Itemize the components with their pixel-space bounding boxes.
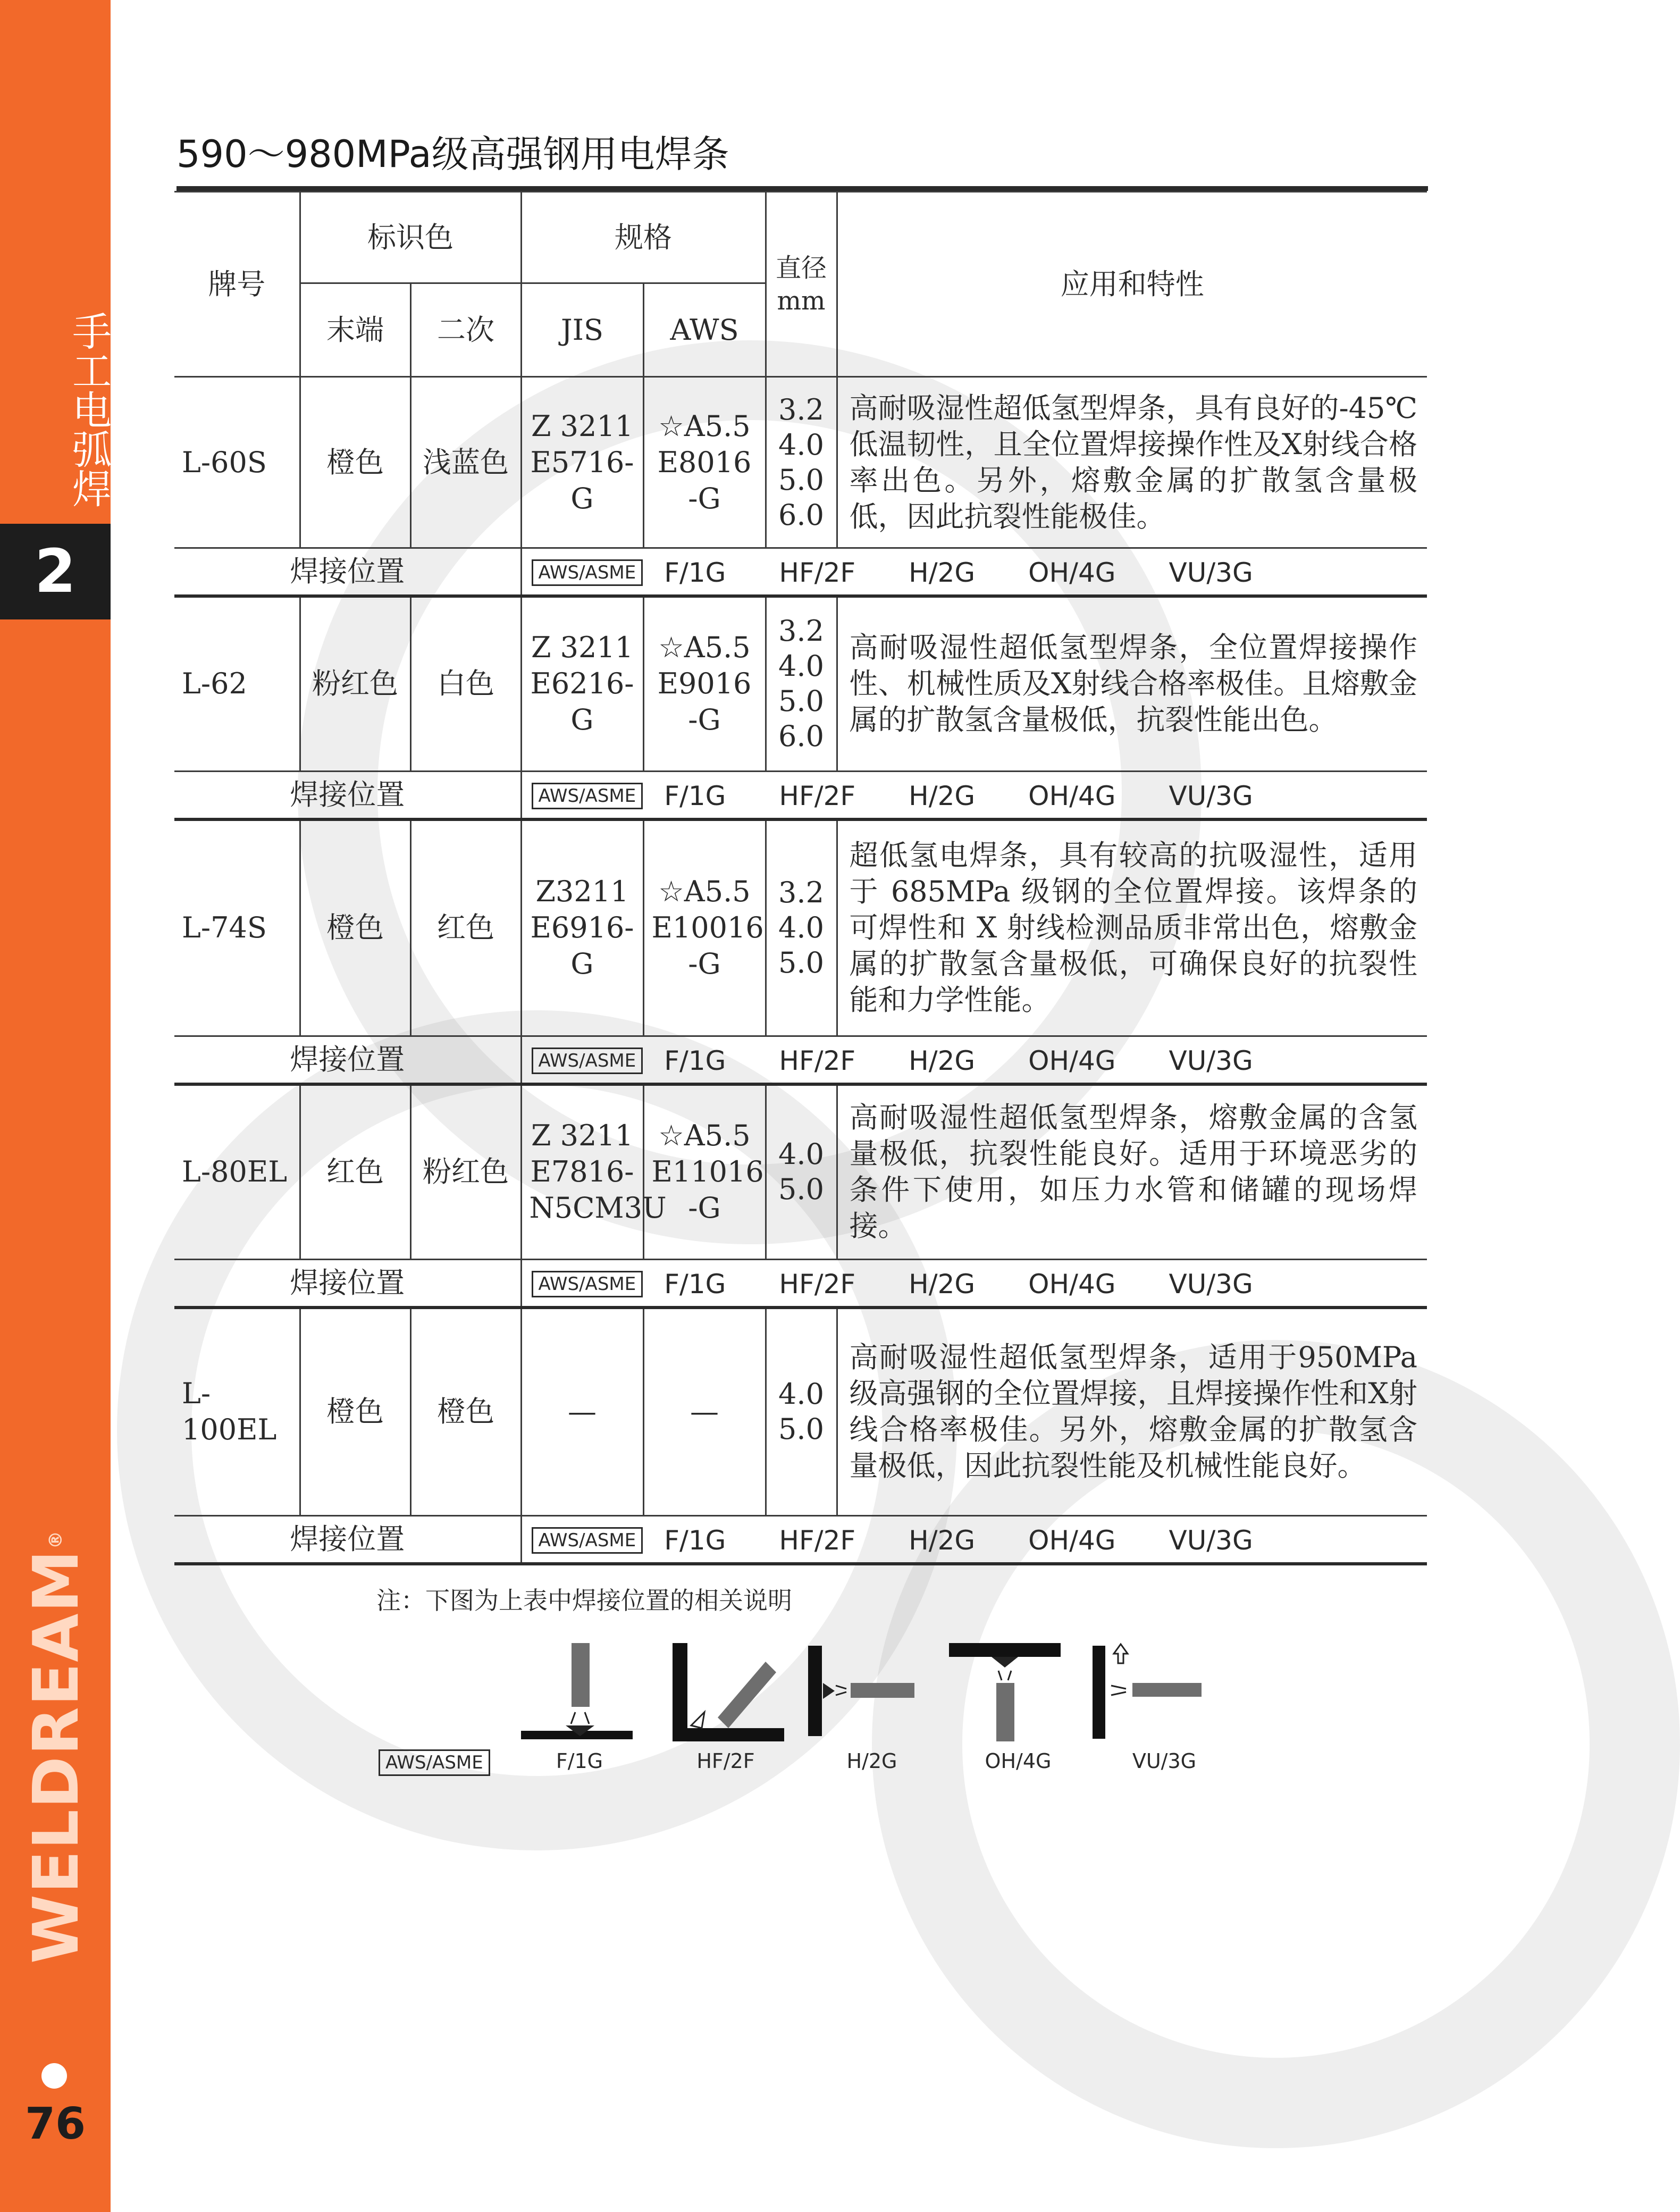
position-label: 焊接位置 bbox=[174, 1036, 521, 1084]
header-spec: 规格 bbox=[521, 192, 766, 283]
application-description: 超低氢电焊条，具有较高的抗吸湿性，适用于 685MPa 级钢的全位置焊接。该焊条的可焊性和 X 射线检测品质非常出色，熔敷金属的扩散氢含量极低，可确保良好的抗裂性能和力学性能。 bbox=[837, 819, 1427, 1036]
diameter-list bbox=[766, 1084, 837, 1260]
position-f1g: F/1G bbox=[664, 1045, 726, 1076]
diameter-value: 4.0 bbox=[778, 649, 824, 683]
aws-spec: ☆A5.5 E10016 -G bbox=[643, 819, 766, 1036]
aws-asme-badge: AWS/ASME bbox=[532, 1271, 643, 1297]
position-f1g: F/1G bbox=[664, 1268, 726, 1300]
application-description: 高耐吸湿性超低氢型焊条，具有良好的-45℃低温韧性，且全位置焊接操作性及X射线合格率出色。另外，熔敷金属的扩散氢含量极低，因此抗裂性能极佳。 bbox=[837, 377, 1427, 548]
diameter-list bbox=[766, 596, 837, 772]
aws-asme-badge: AWS/ASME bbox=[532, 559, 643, 586]
color-end: 橙色 bbox=[300, 1308, 410, 1516]
position-vu3g: VU/3G bbox=[1169, 780, 1253, 811]
position-h2g: H/2G bbox=[909, 1268, 976, 1300]
position-f1g: F/1G bbox=[664, 780, 726, 811]
electrode-name: L-80EL bbox=[174, 1084, 300, 1260]
diameter-value: 5.0 bbox=[778, 1412, 824, 1446]
color-second: 红色 bbox=[410, 819, 521, 1036]
diameter-value: 4.0 bbox=[778, 1137, 824, 1171]
table-note: 注：下图为上表中焊接位置的相关说明 bbox=[376, 1586, 792, 1615]
header-application: 应用和特性 bbox=[837, 192, 1427, 377]
welding-position-row bbox=[174, 772, 1427, 819]
color-end: 红色 bbox=[300, 1084, 410, 1260]
page-number: 76 bbox=[24, 2099, 86, 2149]
chapter-number: 2 bbox=[0, 524, 111, 619]
diameter-value: 4.0 bbox=[778, 1377, 824, 1411]
diameter-value: 4.0 bbox=[778, 911, 824, 945]
position-oh4g: OH/4G bbox=[1028, 780, 1116, 811]
header-row bbox=[174, 192, 1427, 283]
aws-spec: ☆A5.5 E8016 -G bbox=[643, 377, 766, 548]
diagram-label-vu3g: VU/3G bbox=[1132, 1749, 1197, 1773]
header-color-end: 末端 bbox=[300, 283, 410, 377]
position-list bbox=[521, 1516, 1427, 1564]
color-second: 白色 bbox=[410, 596, 521, 772]
application-description: 高耐吸湿性超低氢型焊条，适用于950MPa级高强钢的全位置焊接，且焊接操作性和X射线合格率极佳。另外，熔敷金属的扩散氢含量极低，因此抗裂性能及机械性能良好。 bbox=[837, 1308, 1427, 1516]
position-oh4g: OH/4G bbox=[1028, 1045, 1116, 1076]
diagram-aws-asme-badge: AWS/ASME bbox=[379, 1749, 490, 1776]
color-second: 粉红色 bbox=[410, 1084, 521, 1260]
welding-position-row bbox=[174, 1260, 1427, 1308]
color-second: 橙色 bbox=[410, 1308, 521, 1516]
position-label: 焊接位置 bbox=[174, 772, 521, 819]
diameter-value: 5.0 bbox=[778, 946, 824, 980]
position-h2g: H/2G bbox=[909, 1524, 976, 1556]
position-vu3g: VU/3G bbox=[1169, 1045, 1253, 1076]
jis-spec: Z 3211 E6216-G bbox=[521, 596, 643, 772]
position-h2g: H/2G bbox=[909, 780, 976, 811]
diameter-value: 3.2 bbox=[778, 614, 824, 648]
page-dot bbox=[41, 2063, 67, 2089]
position-label: 焊接位置 bbox=[174, 1260, 521, 1308]
table-row bbox=[174, 819, 1427, 1036]
position-f1g: F/1G bbox=[664, 557, 726, 588]
position-oh4g: OH/4G bbox=[1028, 1524, 1116, 1556]
header-jis: JIS bbox=[521, 283, 643, 377]
welding-position-diagram bbox=[510, 1632, 1223, 1749]
diagram-hf2f-icon bbox=[673, 1643, 784, 1741]
electrode-table bbox=[174, 191, 1427, 1565]
diameter-value: 5.0 bbox=[778, 1172, 824, 1206]
jis-spec: — bbox=[521, 1308, 643, 1516]
electrode-name: L-62 bbox=[174, 596, 300, 772]
position-list bbox=[521, 1036, 1427, 1084]
header-color: 标识色 bbox=[300, 192, 521, 283]
table-row bbox=[174, 377, 1427, 548]
brand-logo: WELDREAM® bbox=[19, 1529, 93, 1964]
header-color-second: 二次 bbox=[410, 283, 521, 377]
table-row bbox=[174, 1308, 1427, 1516]
chapter-sidebar bbox=[0, 0, 111, 2212]
welding-position-row bbox=[174, 548, 1427, 596]
header-aws: AWS bbox=[643, 283, 766, 377]
position-h2g: H/2G bbox=[909, 1045, 976, 1076]
diameter-list bbox=[766, 1308, 837, 1516]
color-end: 粉红色 bbox=[300, 596, 410, 772]
application-description: 高耐吸湿性超低氢型焊条，熔敷金属的含氢量极低，抗裂性能良好。适用于环境恶劣的条件下使用，如压力水管和储罐的现场焊接。 bbox=[837, 1084, 1427, 1260]
jis-spec: Z 3211 E7816- N5CM3U bbox=[521, 1084, 643, 1260]
aws-spec: — bbox=[643, 1308, 766, 1516]
diameter-list bbox=[766, 377, 837, 548]
position-hf2f: HF/2F bbox=[779, 1045, 856, 1076]
aws-asme-badge: AWS/ASME bbox=[532, 1048, 643, 1074]
diameter-value: 3.2 bbox=[778, 392, 824, 426]
diagram-h2g-icon bbox=[808, 1646, 914, 1736]
table-row bbox=[174, 1084, 1427, 1260]
chapter-title: 手工电弧焊 bbox=[66, 311, 112, 508]
position-label: 焊接位置 bbox=[174, 1516, 521, 1564]
position-vu3g: VU/3G bbox=[1169, 1268, 1253, 1300]
position-f1g: F/1G bbox=[664, 1524, 726, 1556]
diameter-value: 5.0 bbox=[778, 684, 824, 718]
diameter-value: 4.0 bbox=[778, 428, 824, 462]
position-hf2f: HF/2F bbox=[779, 1524, 856, 1556]
diagram-f1g-icon bbox=[521, 1643, 633, 1739]
color-end: 橙色 bbox=[300, 377, 410, 548]
position-hf2f: HF/2F bbox=[779, 557, 856, 588]
diagram-oh4g-icon bbox=[949, 1643, 1061, 1741]
diameter-list bbox=[766, 819, 837, 1036]
position-oh4g: OH/4G bbox=[1028, 1268, 1116, 1300]
welding-position-row bbox=[174, 1036, 1427, 1084]
aws-spec: ☆A5.5 E9016 -G bbox=[643, 596, 766, 772]
electrode-name: L-74S bbox=[174, 819, 300, 1036]
position-vu3g: VU/3G bbox=[1169, 1524, 1253, 1556]
position-label: 焊接位置 bbox=[174, 548, 521, 596]
diameter-value: 3.2 bbox=[778, 876, 824, 910]
electrode-name: L-100EL bbox=[174, 1308, 300, 1516]
position-list bbox=[521, 772, 1427, 819]
welding-position-row bbox=[174, 1516, 1427, 1564]
table-row bbox=[174, 596, 1427, 772]
diameter-value: 5.0 bbox=[778, 463, 824, 497]
jis-spec: Z 3211 E5716-G bbox=[521, 377, 643, 548]
diameter-value: 6.0 bbox=[778, 719, 824, 753]
color-end: 橙色 bbox=[300, 819, 410, 1036]
position-hf2f: HF/2F bbox=[779, 1268, 856, 1300]
position-list bbox=[521, 1260, 1427, 1308]
diagram-vu3g-icon bbox=[1093, 1644, 1202, 1739]
aws-spec: ☆A5.5 E11016 -G bbox=[643, 1084, 766, 1260]
title-divider bbox=[177, 186, 1428, 191]
position-list bbox=[521, 548, 1427, 596]
jis-spec: Z3211 E6916-G bbox=[521, 819, 643, 1036]
diameter-value: 6.0 bbox=[778, 498, 824, 532]
diagram-label-oh4g: OH/4G bbox=[985, 1749, 1052, 1773]
application-description: 高耐吸湿性超低氢型焊条，全位置焊接操作性、机械性质及X射线合格率极佳。且熔敷金属的扩散氢含量极低，抗裂性能出色。 bbox=[837, 596, 1427, 772]
color-second: 浅蓝色 bbox=[410, 377, 521, 548]
diagram-label-h2g: H/2G bbox=[846, 1749, 897, 1773]
header-brand: 牌号 bbox=[174, 192, 300, 377]
diagram-label-f1g: F/1G bbox=[556, 1749, 603, 1773]
position-vu3g: VU/3G bbox=[1169, 557, 1253, 588]
aws-asme-badge: AWS/ASME bbox=[532, 783, 643, 809]
diagram-label-hf2f: HF/2F bbox=[696, 1749, 755, 1773]
aws-asme-badge: AWS/ASME bbox=[532, 1527, 643, 1554]
position-h2g: H/2G bbox=[909, 557, 976, 588]
electrode-name: L-60S bbox=[174, 377, 300, 548]
position-hf2f: HF/2F bbox=[779, 780, 856, 811]
page-title: 590～980MPa级高强钢用电焊条 bbox=[177, 132, 729, 176]
header-diameter: 直径mm bbox=[766, 192, 837, 377]
position-oh4g: OH/4G bbox=[1028, 557, 1116, 588]
